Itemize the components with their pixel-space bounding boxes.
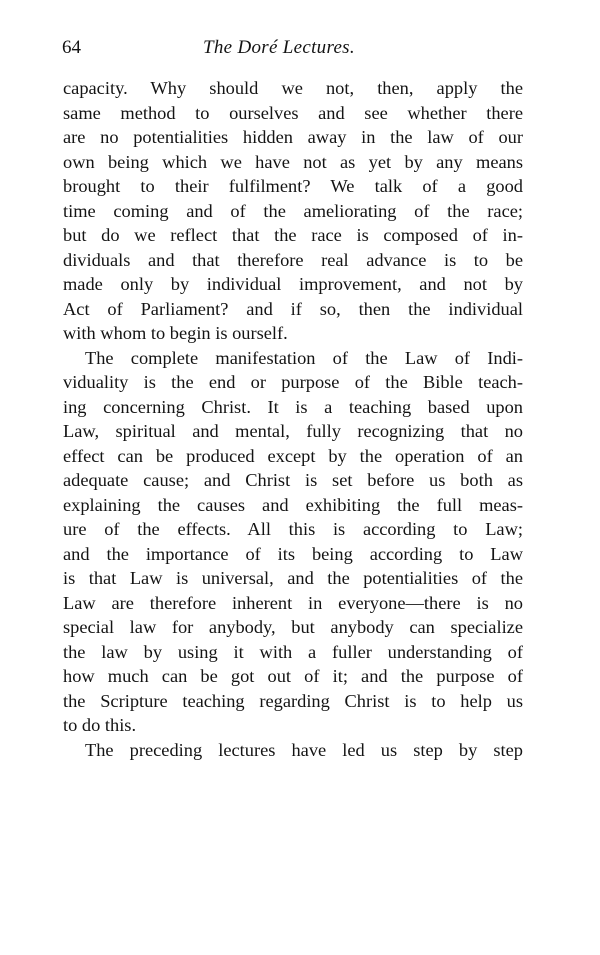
- text-line: Law, spiritual and mental, fully recognizing that no: [63, 421, 523, 441]
- page-number: 64: [62, 37, 81, 58]
- text-line: brought to their fulfilment? We talk of a good: [63, 176, 523, 196]
- page-header: [62, 36, 532, 60]
- text-line: how much can be got out of it; and the purpose of: [63, 666, 523, 686]
- text-line: capacity. Why should we not, then, apply the: [63, 78, 523, 98]
- text-line: special law for anybody, but anybody can specialize: [63, 617, 523, 637]
- text-line: adequate cause; and Christ is set before us both as: [63, 470, 523, 490]
- text-line: own being which we have not as yet by any means: [63, 151, 523, 172]
- body-text: [63, 76, 523, 762]
- text-line: effect can be produced except by the operation of an: [63, 445, 523, 466]
- text-line: Act of Parliament? and if so, then the individual: [63, 298, 523, 319]
- text-line: with whom to begin is ourself.: [63, 323, 288, 343]
- text-line: is that Law is universal, and the potentialities of the: [63, 568, 523, 588]
- text-line: explaining the causes and exhibiting the full meas-: [63, 494, 523, 515]
- text-line: same method to ourselves and see whether there: [63, 102, 523, 123]
- text-line: but do we reflect that the race is composed of in-: [63, 225, 523, 245]
- text-line: viduality is the end or purpose of the Bible teach-: [63, 372, 523, 392]
- running-title: The Doré Lectures.: [203, 37, 355, 58]
- text-line: the Scripture teaching regarding Christ is to help us: [63, 690, 523, 711]
- text-line: The preceding lectures have led us step by step: [85, 739, 523, 760]
- text-line: Law are therefore inherent in everyone—there is no: [63, 592, 523, 613]
- text-line: dividuals and that therefore real advance is to be: [63, 249, 523, 270]
- text-line: made only by individual improvement, and not by: [63, 274, 523, 294]
- text-line: to do this.: [63, 715, 137, 735]
- text-line: The complete manifestation of the Law of Indi-: [85, 347, 523, 368]
- text-line: time coming and of the ameliorating of the race;: [63, 200, 523, 221]
- text-line: ing concerning Christ. It is a teaching based upon: [63, 396, 523, 417]
- text-line: and the importance of its being according to Law: [63, 543, 523, 564]
- text-line: are no potentialities hidden away in the law of our: [63, 127, 523, 147]
- text-line: the law by using it with a fuller understanding of: [63, 641, 523, 662]
- text-line: ure of the effects. All this is according to Law;: [63, 519, 523, 539]
